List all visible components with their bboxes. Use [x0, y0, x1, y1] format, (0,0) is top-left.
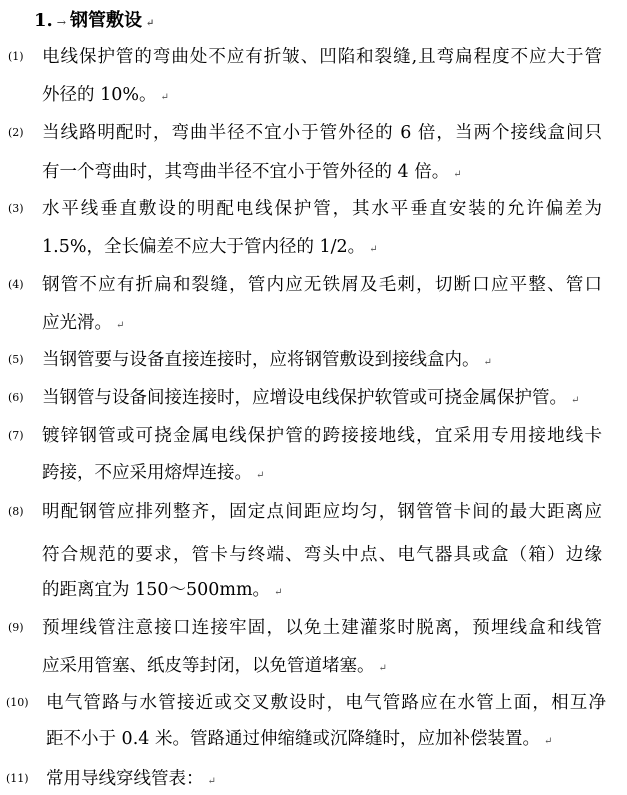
list-item-line [46, 728, 606, 753]
heading-title: 钢管敷设 [70, 10, 143, 31]
list-item-line [42, 274, 602, 296]
line-text: 水平线垂直敷设的明配电线保护管，其水平垂直安装的允许偏差为 [42, 199, 602, 219]
list-item-line [42, 349, 602, 374]
item-number: (9) [8, 621, 24, 634]
paragraph-mark-icon: ↵ [369, 244, 378, 255]
list-item-line [46, 768, 606, 793]
list-item-line [42, 312, 602, 337]
item-number: (3) [8, 202, 24, 215]
item-number: (1) [8, 50, 24, 63]
paragraph-mark-icon: ↵ [146, 18, 155, 29]
item-number: (10) [6, 696, 29, 709]
line-text: 当线路明配时，弯曲半径不宜小于管外径的 6 倍，当两个接线盒间只 [42, 123, 602, 143]
list-item-line [42, 462, 602, 487]
list-item-line [42, 387, 602, 412]
line-text: 当钢管要与设备直接连接时，应将钢管敷设到接线盒内。 [42, 350, 480, 370]
paragraph-mark-icon: ↵ [160, 92, 169, 103]
paragraph-mark-icon: ↵ [378, 663, 387, 674]
list-item-line [42, 579, 602, 604]
line-text: 常用导线穿线管表： [46, 769, 204, 789]
line-text: 电线保护管的弯曲处不应有折皱、凹陷和裂缝,且弯扁程度不应大于管 [42, 47, 602, 67]
list-item-line [42, 655, 602, 680]
list-item-line [42, 122, 602, 144]
line-text: 电气管路与水管接近或交叉敷设时，电气管路应在水管上面，相互净 [46, 693, 606, 713]
paragraph-mark-icon: ↵ [543, 736, 553, 747]
line-text: 应采用管塞、纸皮等封闭，以免管道堵塞。 [42, 656, 375, 676]
item-number: (5) [8, 353, 24, 366]
line-text: 1.5%，全长偏差不应大于管内径的 1/2。 [42, 237, 366, 257]
item-number: (7) [8, 429, 24, 442]
item-number: (4) [8, 278, 24, 291]
list-item-line [42, 198, 602, 220]
line-text: 有一个弯曲时，其弯曲半径不宜小于管外径的 4 倍。 [42, 162, 450, 182]
item-number: (11) [6, 772, 29, 785]
item-number: (6) [8, 391, 24, 404]
line-text: 钢管不应有折扁和裂缝，管内应无铁屑及毛刺，切断口应平整、管口 [42, 275, 602, 295]
heading-number: 1. [34, 10, 53, 31]
paragraph-mark-icon: ↵ [453, 169, 462, 180]
line-text: 应光滑。 [42, 313, 112, 333]
item-number: (8) [8, 505, 24, 518]
list-item-line [42, 46, 602, 68]
paragraph-mark-icon: ↵ [116, 320, 125, 331]
line-text: 预埋线管注意接口连接牢固，以免土建灌浆时脱离，预埋线盒和线管 [42, 618, 602, 638]
line-text: 当钢管与设备间接连接时，应增设电线保护软管或可挠金属保护管。 [42, 388, 567, 408]
list-item-line [42, 501, 602, 523]
tab-arrow-icon: → [56, 16, 67, 29]
item-number: (2) [8, 126, 24, 139]
list-item-line [42, 425, 602, 447]
list-item-line [42, 617, 602, 639]
list-item-line [42, 84, 602, 109]
line-text: 镀锌钢管或可挠金属电线保护管的跨接接地线，宜采用专用接地线卡 [42, 426, 602, 446]
paragraph-mark-icon: ↵ [274, 587, 283, 598]
line-text: 明配钢管应排列整齐，固定点间距应均匀，钢管管卡间的最大距离应 [42, 502, 602, 522]
list-item-line [46, 692, 606, 714]
line-text: 的距离宜为 150～500mm。 [42, 580, 271, 600]
list-item-line [42, 544, 602, 566]
line-text: 外径的 10%。 [42, 85, 157, 105]
section-heading [34, 6, 154, 32]
paragraph-mark-icon: ↵ [571, 395, 580, 406]
paragraph-mark-icon: ↵ [207, 776, 216, 787]
list-item-line [42, 161, 602, 186]
line-text: 符合规范的要求，管卡与终端、弯头中点、电气器具或盒（箱）边缘 [42, 545, 602, 565]
paragraph-mark-icon: ↵ [256, 470, 265, 481]
paragraph-mark-icon: ↵ [483, 357, 492, 368]
line-text: 跨接，不应采用熔焊连接。 [42, 463, 252, 483]
list-item-line [42, 236, 602, 261]
line-text: 距不小于 0.4 米。管路通过伸缩缝或沉降缝时，应加补偿装置。 [46, 729, 540, 749]
